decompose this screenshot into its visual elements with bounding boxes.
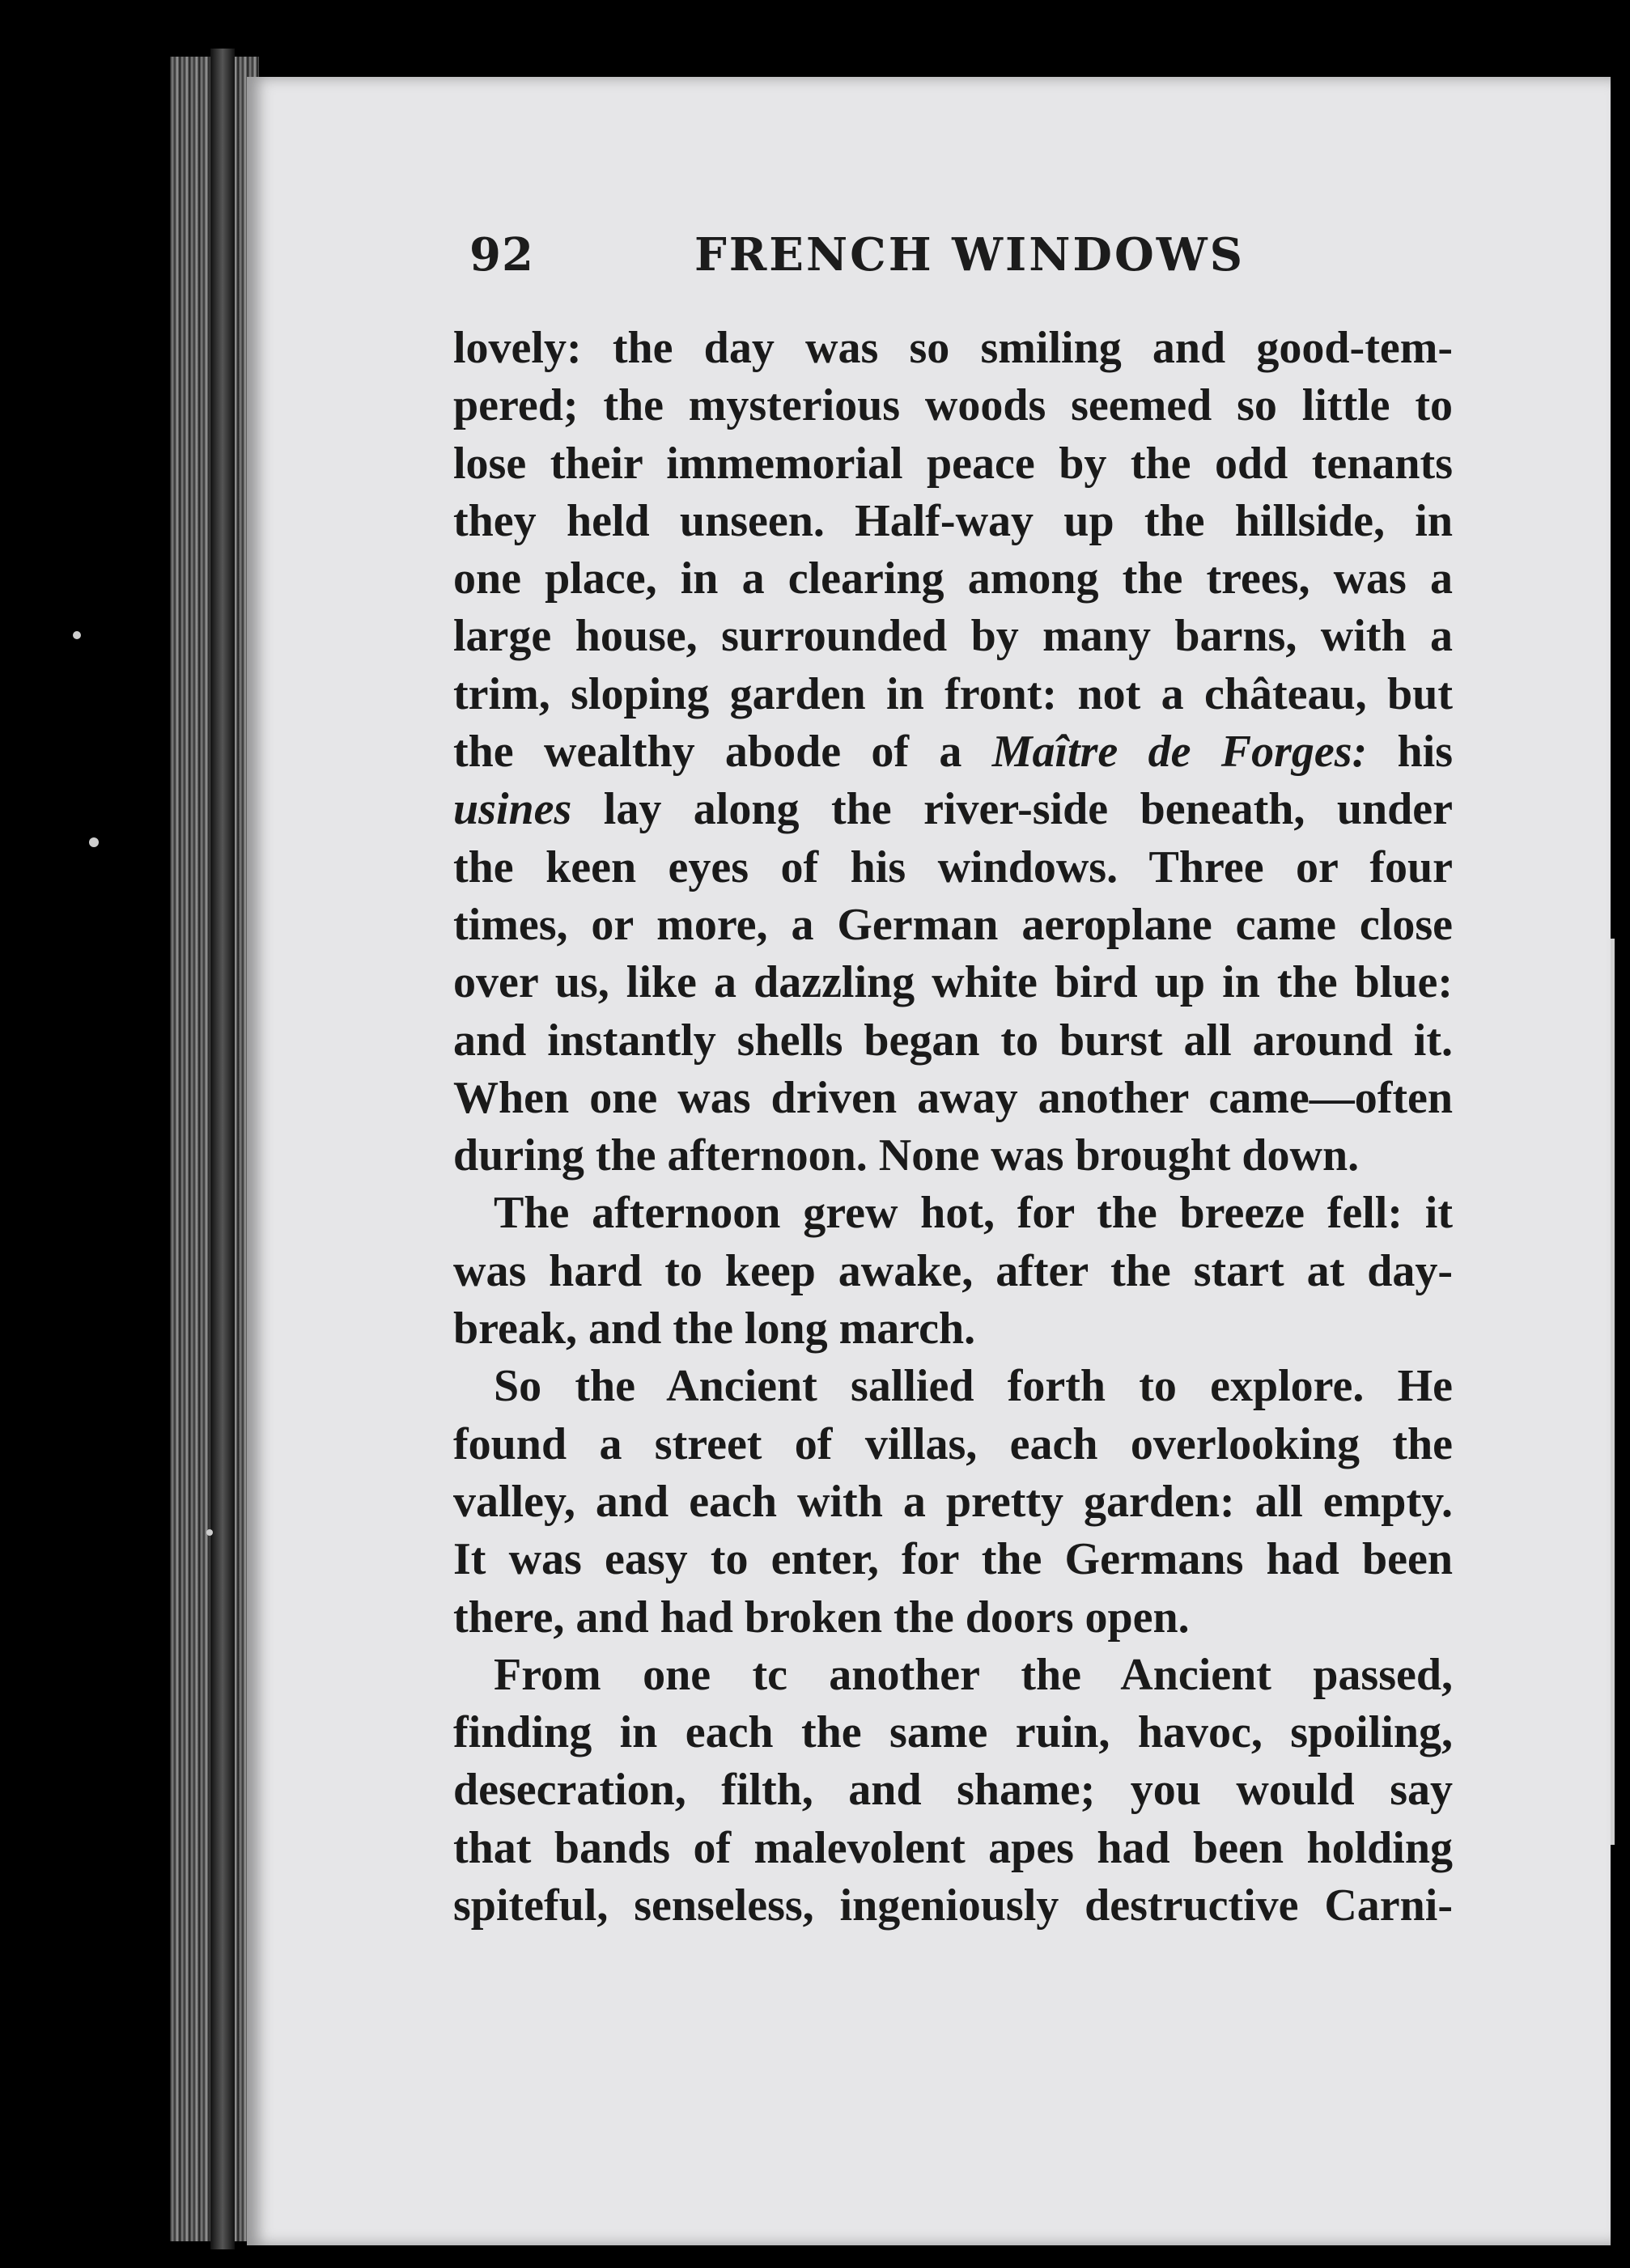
text-line: spiteful, senseless, ingeniously destructive Carni- xyxy=(453,1880,1453,1931)
text-line: times, or more, a German aeroplane came close xyxy=(453,899,1453,950)
text-line: one place, in a clearing among the trees, was a xyxy=(453,553,1453,604)
scan-speck xyxy=(89,837,99,847)
page-number: 92 xyxy=(469,228,534,282)
text-line: pered; the mysterious woods seemed so little to xyxy=(453,380,1453,431)
text-line: over us, like a dazzling white bird up in the blue: xyxy=(453,957,1453,1008)
text-line: When one was driven away another came—often xyxy=(453,1072,1453,1123)
body-text xyxy=(453,320,1453,1935)
text-line: there, and had broken the doors open. xyxy=(453,1592,1190,1643)
text-line: found a street of villas, each overlooking the xyxy=(453,1418,1453,1469)
scan-speck xyxy=(73,631,81,639)
text-line: trim, sloping garden in front: not a château, but xyxy=(453,668,1453,719)
book-spine-shadow xyxy=(210,49,235,2249)
right-margin-rule xyxy=(1611,939,1615,1845)
text-line: lovely: the day was so smiling and good-tem- xyxy=(453,323,1453,373)
text-line: that bands of malevolent apes had been holding xyxy=(453,1822,1453,1873)
text-line: finding in each the same ruin, havoc, spoiling, xyxy=(453,1707,1453,1758)
text-line: From one tc another the Ancient passed, xyxy=(494,1649,1453,1700)
text-line: So the Ancient sallied forth to explore. He xyxy=(494,1361,1453,1412)
text-line: during the afternoon. None was brought down. xyxy=(453,1130,1360,1181)
text-line: they held unseen. Half-way up the hillside, in xyxy=(453,495,1453,546)
running-title: FRENCH WINDOWS xyxy=(694,228,1246,282)
text-line: It was easy to enter, for the Germans had been xyxy=(453,1534,1453,1585)
italic-term: Maître de Forges: xyxy=(991,727,1368,778)
text-line: desecration, filth, and shame; you would say xyxy=(453,1765,1453,1816)
text-line: large house, surrounded by many barns, with a xyxy=(453,611,1453,662)
text-line: the keen eyes of his windows. Three or four xyxy=(453,841,1453,892)
running-header xyxy=(469,228,1246,293)
scan-speck xyxy=(206,1529,213,1536)
text-line: break, and the long march. xyxy=(453,1304,976,1354)
italic-term: usines xyxy=(453,784,572,835)
text-line: was hard to keep awake, after the start at day- xyxy=(453,1245,1453,1296)
text-line: lose their immemorial peace by the odd tenants xyxy=(453,438,1453,489)
text-line: and instantly shells began to burst all around it. xyxy=(453,1015,1453,1066)
text-line: the wealthy abode of a Maître de Forges: his xyxy=(453,727,1454,778)
text-line: The afternoon grew hot, for the breeze fell: it xyxy=(494,1188,1453,1239)
text-line: valley, and each with a pretty garden: all empty. xyxy=(453,1476,1453,1527)
text-line: usines lay along the river-side beneath, under xyxy=(453,784,1453,835)
